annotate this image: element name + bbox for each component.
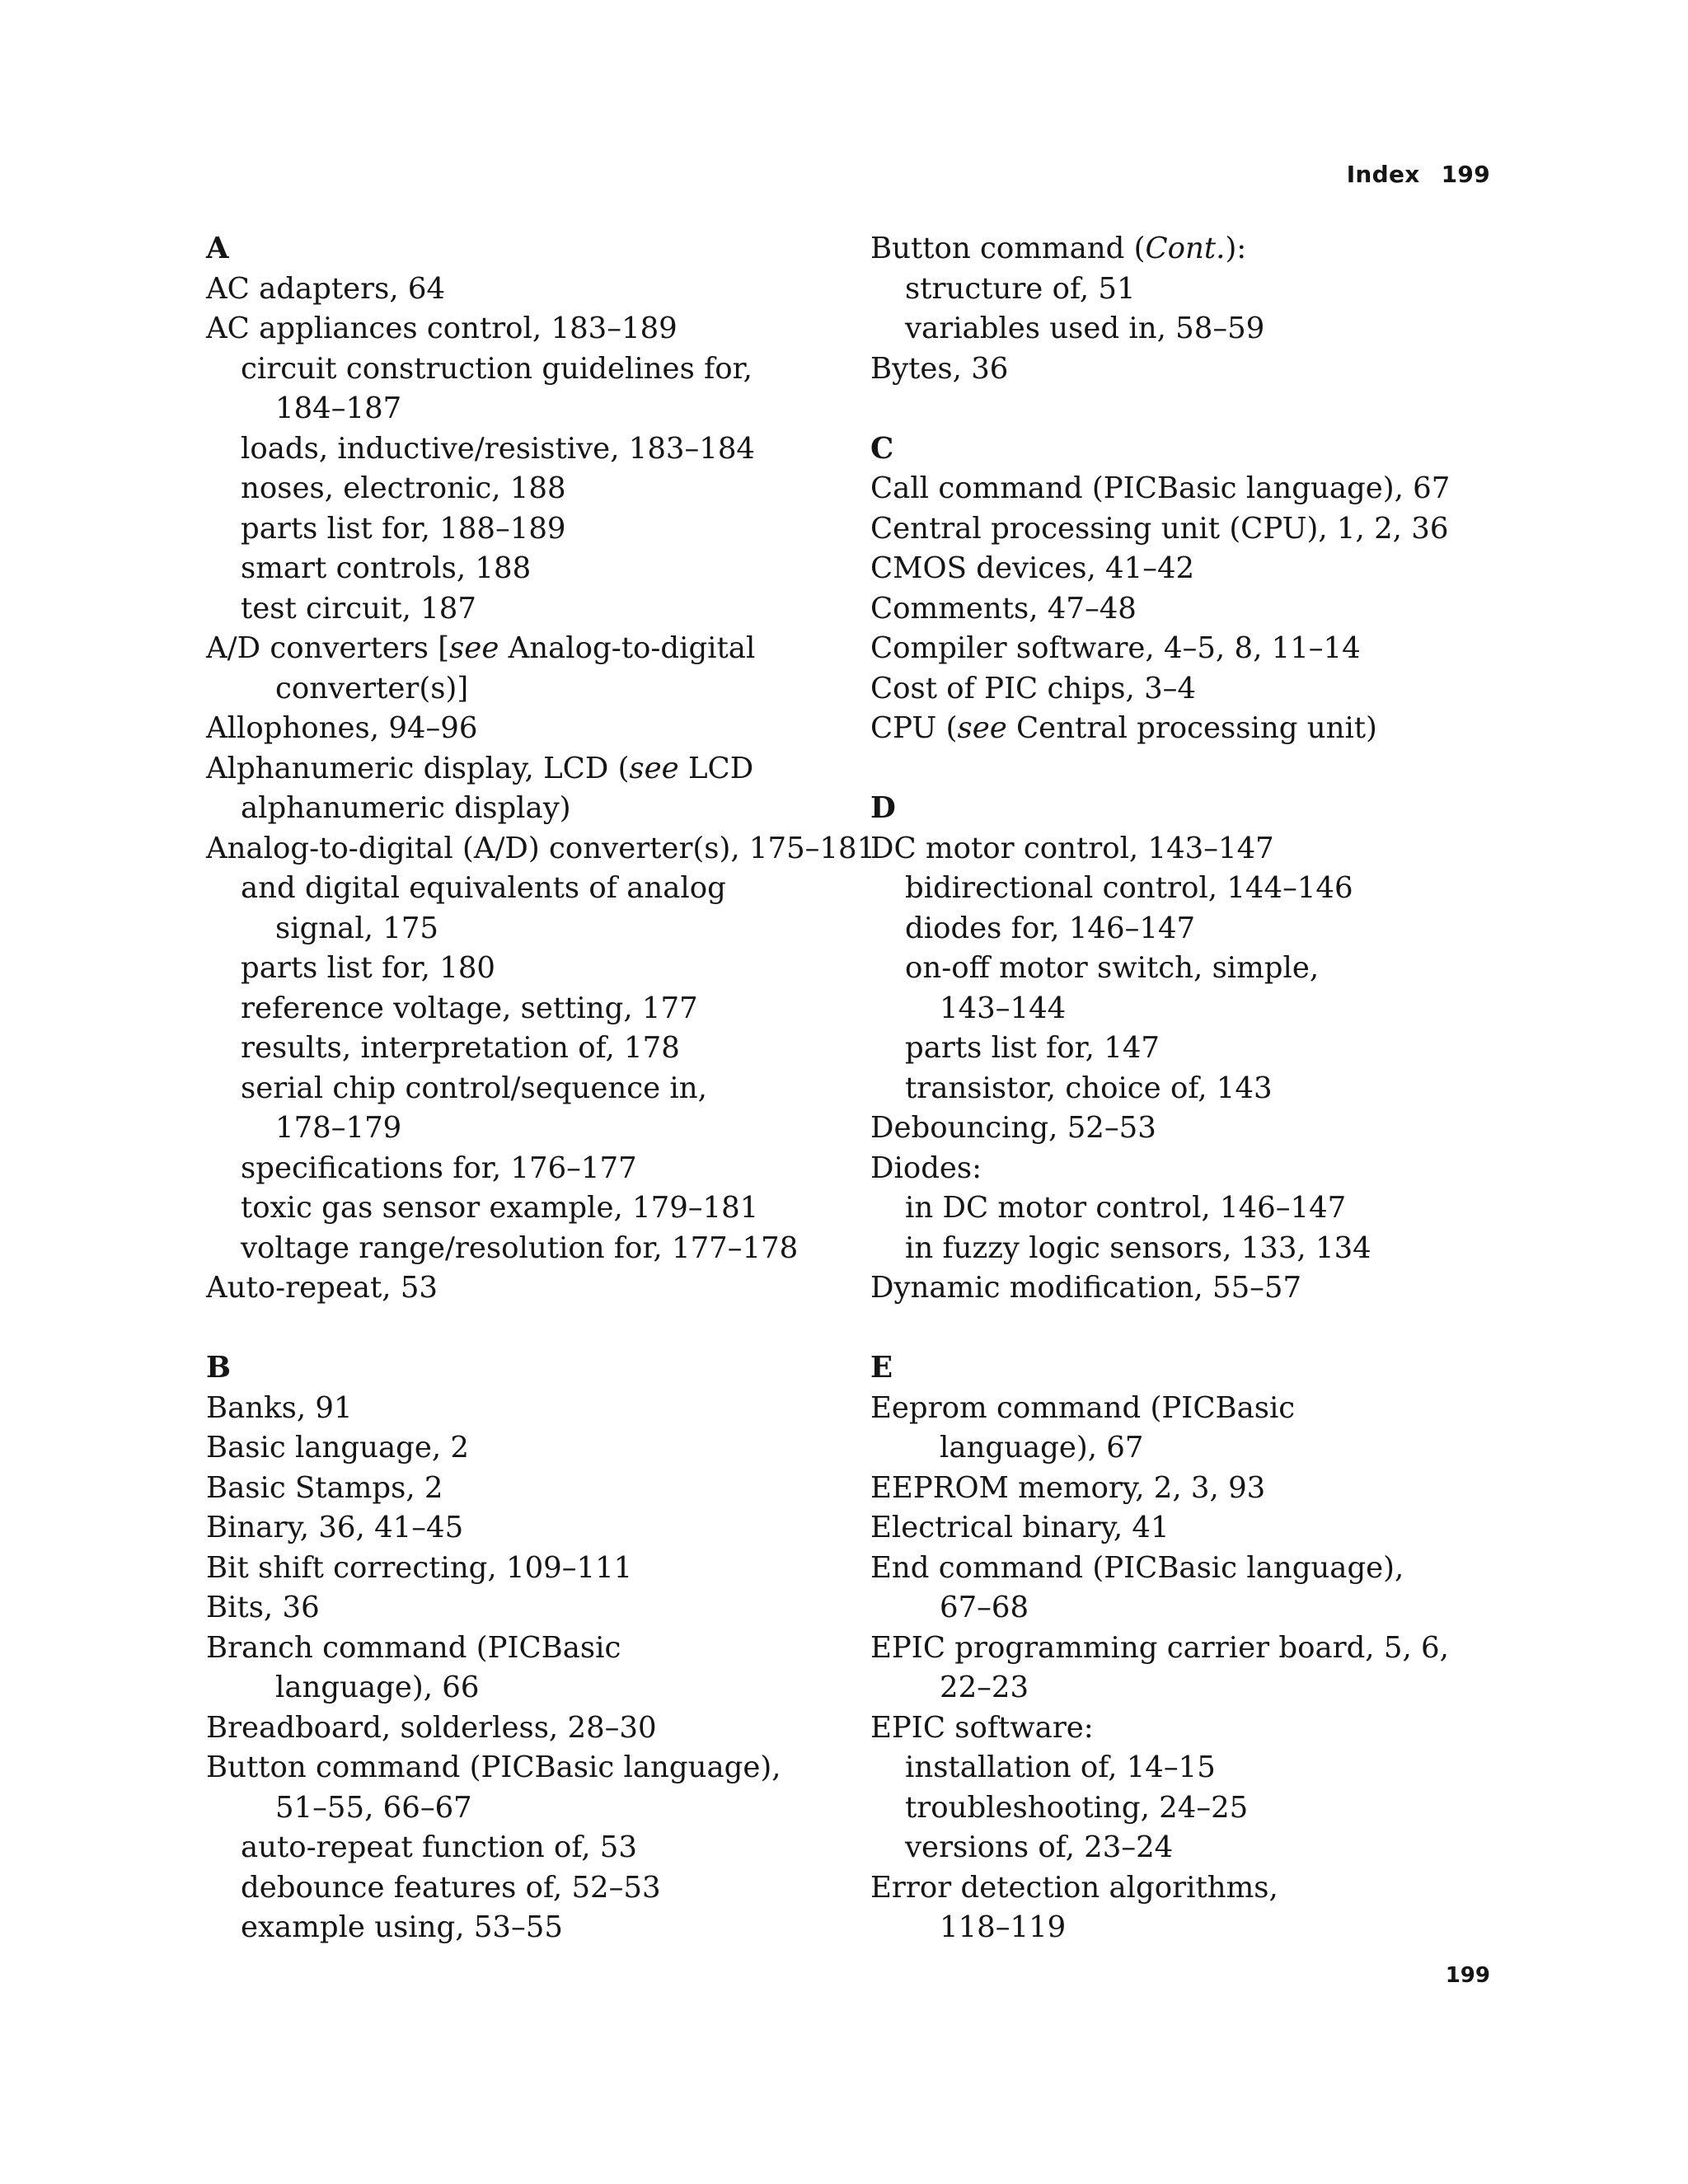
running-head bbox=[1347, 161, 1490, 188]
entry-text: diodes for, 146–147 bbox=[905, 911, 1196, 945]
entry-italic-text: see bbox=[629, 751, 679, 785]
entry-text: Diodes: bbox=[870, 1151, 982, 1185]
index-subentry bbox=[206, 1188, 857, 1229]
entry-text: Breadboard, solderless, 28–30 bbox=[206, 1710, 657, 1745]
entry-text: Central processing unit (CPU), 1, 2, 36 bbox=[870, 511, 1449, 546]
entry-text: 118–119 bbox=[940, 1910, 1067, 1944]
entry-text: DC motor control, 143–147 bbox=[870, 831, 1274, 865]
entry-text: A/D converters [ bbox=[206, 631, 450, 665]
entry-text: voltage range/resolution for, 177–178 bbox=[241, 1230, 799, 1265]
index-entry-continuation bbox=[870, 1668, 1522, 1708]
index-subentry bbox=[206, 949, 857, 989]
index-entry bbox=[206, 1389, 857, 1429]
index-entry bbox=[870, 1469, 1522, 1509]
entry-text: CMOS devices, 41–42 bbox=[870, 551, 1195, 585]
index-entry bbox=[870, 669, 1522, 710]
entry-text: CPU ( bbox=[870, 711, 958, 745]
entry-text: in DC motor control, 146–147 bbox=[905, 1191, 1347, 1225]
index-entry-continuation bbox=[206, 1108, 857, 1149]
entry-italic-text: see bbox=[957, 711, 1007, 745]
entry-text: smart controls, 188 bbox=[241, 551, 532, 585]
index-entry bbox=[206, 749, 857, 790]
index-entry bbox=[870, 1629, 1522, 1669]
entry-text: circuit construction guidelines for, bbox=[241, 351, 753, 386]
index-entry bbox=[870, 829, 1522, 869]
entry-text: in fuzzy logic sensors, 133, 134 bbox=[905, 1230, 1372, 1265]
entry-text: Debouncing, 52–53 bbox=[870, 1111, 1156, 1145]
entry-text: 22–23 bbox=[940, 1671, 1029, 1704]
entry-text: debounce features of, 52–53 bbox=[241, 1870, 661, 1905]
entry-text: 143–144 bbox=[940, 991, 1067, 1025]
entry-text: loads, inductive/resistive, 183–184 bbox=[241, 431, 756, 466]
index-subentry bbox=[206, 1029, 857, 1069]
entry-text: troubleshooting, 24–25 bbox=[905, 1790, 1249, 1825]
index-entry bbox=[206, 629, 857, 669]
index-subentry bbox=[870, 1029, 1522, 1069]
index-entry bbox=[870, 1508, 1522, 1549]
index-subentry bbox=[870, 949, 1522, 989]
entry-text: serial chip control/sequence in, bbox=[241, 1071, 707, 1105]
section-gap bbox=[870, 749, 1522, 790]
index-subentry bbox=[870, 269, 1522, 310]
entry-text: Error detection algorithms, bbox=[870, 1870, 1278, 1905]
entry-text: AC appliances control, 183–189 bbox=[206, 312, 678, 345]
entry-text: on-off motor switch, simple, bbox=[905, 951, 1320, 985]
section-gap bbox=[870, 389, 1522, 429]
entry-text: results, interpretation of, 178 bbox=[241, 1031, 680, 1065]
entry-text: 67–68 bbox=[940, 1591, 1029, 1624]
entry-text: Banks, 91 bbox=[206, 1390, 353, 1425]
index-entry bbox=[870, 1868, 1522, 1909]
index-entry bbox=[206, 709, 857, 749]
index-subentry bbox=[206, 1868, 857, 1909]
entry-text: and digital equivalents of analog bbox=[241, 871, 726, 905]
index-entry bbox=[206, 1428, 857, 1469]
index-entry bbox=[870, 509, 1522, 550]
entry-text: language), 66 bbox=[275, 1671, 480, 1704]
index-entry-continuation bbox=[870, 1588, 1522, 1629]
entry-text: versions of, 23–24 bbox=[905, 1830, 1174, 1864]
entry-text: converter(s)] bbox=[275, 671, 469, 705]
entry-text: AC adapters, 64 bbox=[206, 271, 446, 306]
index-section-letter bbox=[206, 229, 857, 269]
entry-text: 184–187 bbox=[275, 391, 402, 425]
entry-text: auto-repeat function of, 53 bbox=[241, 1830, 637, 1864]
entry-text: Bits, 36 bbox=[206, 1591, 320, 1624]
entry-text: transistor, choice of, 143 bbox=[905, 1071, 1273, 1105]
entry-text: Auto-repeat, 53 bbox=[206, 1271, 438, 1305]
index-entry bbox=[870, 549, 1522, 589]
index-entry bbox=[206, 1268, 857, 1309]
entry-text: test circuit, 187 bbox=[241, 591, 476, 626]
index-entry bbox=[870, 709, 1522, 749]
entry-text-after: Central processing unit) bbox=[1006, 711, 1377, 745]
section-gap bbox=[206, 1309, 857, 1349]
index-entry-continuation bbox=[870, 1908, 1522, 1948]
entry-text: End command (PICBasic language), bbox=[870, 1550, 1404, 1585]
entry-text-after: Analog-to-digital bbox=[499, 631, 756, 665]
entry-italic-text: Cont. bbox=[1145, 232, 1226, 265]
entry-text: 178–179 bbox=[275, 1111, 402, 1145]
index-subentry bbox=[870, 309, 1522, 349]
entry-text: language), 67 bbox=[940, 1431, 1144, 1465]
index-entry bbox=[870, 469, 1522, 509]
index-entry bbox=[206, 1708, 857, 1749]
entry-text: signal, 175 bbox=[275, 911, 439, 945]
entry-text: installation of, 14–15 bbox=[905, 1750, 1216, 1784]
entry-text: B bbox=[206, 1351, 232, 1385]
entry-text: Allophones, 94–96 bbox=[206, 711, 478, 745]
entry-text: parts list for, 147 bbox=[905, 1031, 1160, 1065]
index-entry bbox=[870, 1149, 1522, 1189]
index-subentry bbox=[206, 1908, 857, 1948]
index-entry bbox=[206, 829, 876, 869]
index-subentry bbox=[870, 869, 1522, 909]
entry-text: Call command (PICBasic language), 67 bbox=[870, 471, 1451, 505]
index-subentry bbox=[870, 909, 1522, 949]
entry-text: alphanumeric display) bbox=[241, 791, 571, 825]
index-entry bbox=[206, 1748, 857, 1788]
index-entry bbox=[870, 1268, 1522, 1309]
entry-text: structure of, 51 bbox=[905, 271, 1136, 306]
index-section-letter bbox=[206, 1348, 857, 1389]
index-subentry bbox=[206, 1828, 857, 1868]
index-section-letter bbox=[870, 429, 1522, 470]
page-number: 199 bbox=[1445, 1963, 1490, 1988]
index-column-left bbox=[206, 229, 876, 1948]
index-subentry bbox=[206, 1229, 857, 1269]
index-entry bbox=[870, 589, 1522, 630]
entry-text: variables used in, 58–59 bbox=[905, 312, 1265, 345]
index-entry-continuation bbox=[870, 989, 1522, 1029]
index-subentry bbox=[206, 1149, 857, 1189]
entry-text: Dynamic modification, 55–57 bbox=[870, 1271, 1302, 1305]
index-entry bbox=[206, 309, 857, 349]
index-entry bbox=[206, 269, 857, 310]
index-entry bbox=[206, 1469, 857, 1509]
entry-text: Eeprom command (PICBasic bbox=[870, 1390, 1296, 1425]
index-section-letter bbox=[870, 789, 1522, 829]
entry-text: EEPROM memory, 2, 3, 93 bbox=[870, 1470, 1266, 1505]
index-subentry bbox=[206, 349, 857, 390]
entry-text: Electrical binary, 41 bbox=[870, 1511, 1170, 1544]
running-head-label: Index bbox=[1346, 161, 1420, 188]
entry-text: Compiler software, 4–5, 8, 11–14 bbox=[870, 631, 1361, 665]
index-entry-continuation bbox=[206, 1788, 857, 1829]
index-subentry bbox=[206, 789, 857, 829]
entry-text: Basic Stamps, 2 bbox=[206, 1470, 443, 1505]
index-entry bbox=[870, 1708, 1522, 1749]
index-subentry bbox=[870, 1828, 1522, 1868]
index-entry bbox=[206, 1588, 857, 1629]
index-entry bbox=[870, 1389, 1522, 1429]
index-entry bbox=[206, 1629, 857, 1669]
entry-text: Button command ( bbox=[870, 232, 1146, 265]
entry-text: parts list for, 180 bbox=[241, 951, 496, 985]
entry-text: Bytes, 36 bbox=[870, 351, 1009, 386]
index-entry bbox=[870, 629, 1522, 669]
index-subentry bbox=[870, 1748, 1522, 1788]
entry-text: Binary, 36, 41–45 bbox=[206, 1511, 464, 1544]
entry-text: E bbox=[870, 1351, 893, 1385]
entry-text: parts list for, 188–189 bbox=[241, 511, 566, 546]
index-subentry bbox=[206, 429, 857, 470]
index-subentry bbox=[206, 589, 857, 630]
entry-text: Comments, 47–48 bbox=[870, 591, 1137, 626]
index-entry bbox=[870, 1108, 1522, 1149]
index-entry bbox=[206, 1508, 857, 1549]
index-subentry bbox=[206, 869, 857, 909]
entry-text: Button command (PICBasic language), bbox=[206, 1750, 781, 1784]
index-subentry bbox=[870, 1229, 1522, 1269]
running-head-page-number: 199 bbox=[1441, 161, 1490, 188]
entry-text: Cost of PIC chips, 3–4 bbox=[870, 671, 1196, 705]
entry-text: Analog-to-digital (A/D) converter(s), 175–181 bbox=[206, 831, 876, 865]
index-entry bbox=[870, 1549, 1522, 1589]
index-entry bbox=[206, 1549, 857, 1589]
index-entry-continuation bbox=[206, 1668, 857, 1708]
entry-text: specifications for, 176–177 bbox=[241, 1151, 637, 1185]
index-entry-continuation bbox=[206, 389, 857, 429]
section-gap bbox=[870, 1309, 1522, 1349]
entry-italic-text: see bbox=[449, 631, 499, 665]
index-entry bbox=[870, 349, 1522, 390]
entry-text: D bbox=[870, 791, 896, 825]
entry-text: EPIC programming carrier board, 5, 6, bbox=[870, 1630, 1449, 1665]
index-subentry bbox=[206, 1069, 857, 1109]
entry-text: toxic gas sensor example, 179–181 bbox=[241, 1191, 759, 1225]
entry-text: Alphanumeric display, LCD ( bbox=[206, 751, 630, 785]
entry-text: Basic language, 2 bbox=[206, 1431, 470, 1465]
index-entry bbox=[870, 229, 1522, 269]
index-subentry bbox=[870, 1788, 1522, 1829]
entry-text: bidirectional control, 144–146 bbox=[905, 871, 1353, 905]
index-subentry bbox=[206, 989, 857, 1029]
entry-text: EPIC software: bbox=[870, 1710, 1094, 1745]
entry-text-after: ): bbox=[1225, 232, 1247, 265]
entry-text-after: LCD bbox=[678, 751, 754, 785]
entry-text: Bit shift correcting, 109–111 bbox=[206, 1550, 633, 1585]
index-entry-continuation bbox=[206, 669, 857, 710]
entry-text: C bbox=[870, 431, 894, 466]
index-section-letter bbox=[870, 1348, 1522, 1389]
index-subentry bbox=[870, 1188, 1522, 1229]
index-entry-continuation bbox=[870, 1428, 1522, 1469]
entry-text: Branch command (PICBasic bbox=[206, 1630, 621, 1665]
index-subentry bbox=[206, 509, 857, 550]
index-subentry bbox=[206, 469, 857, 509]
entry-text: 51–55, 66–67 bbox=[275, 1790, 472, 1825]
index-entry-continuation bbox=[206, 909, 857, 949]
index-subentry bbox=[206, 549, 857, 589]
entry-text: example using, 53–55 bbox=[241, 1910, 563, 1944]
entry-text: reference voltage, setting, 177 bbox=[241, 991, 698, 1025]
entry-text: A bbox=[206, 232, 229, 265]
index-column-right bbox=[870, 229, 1522, 1948]
entry-text: noses, electronic, 188 bbox=[241, 471, 566, 505]
index-subentry bbox=[870, 1069, 1522, 1109]
